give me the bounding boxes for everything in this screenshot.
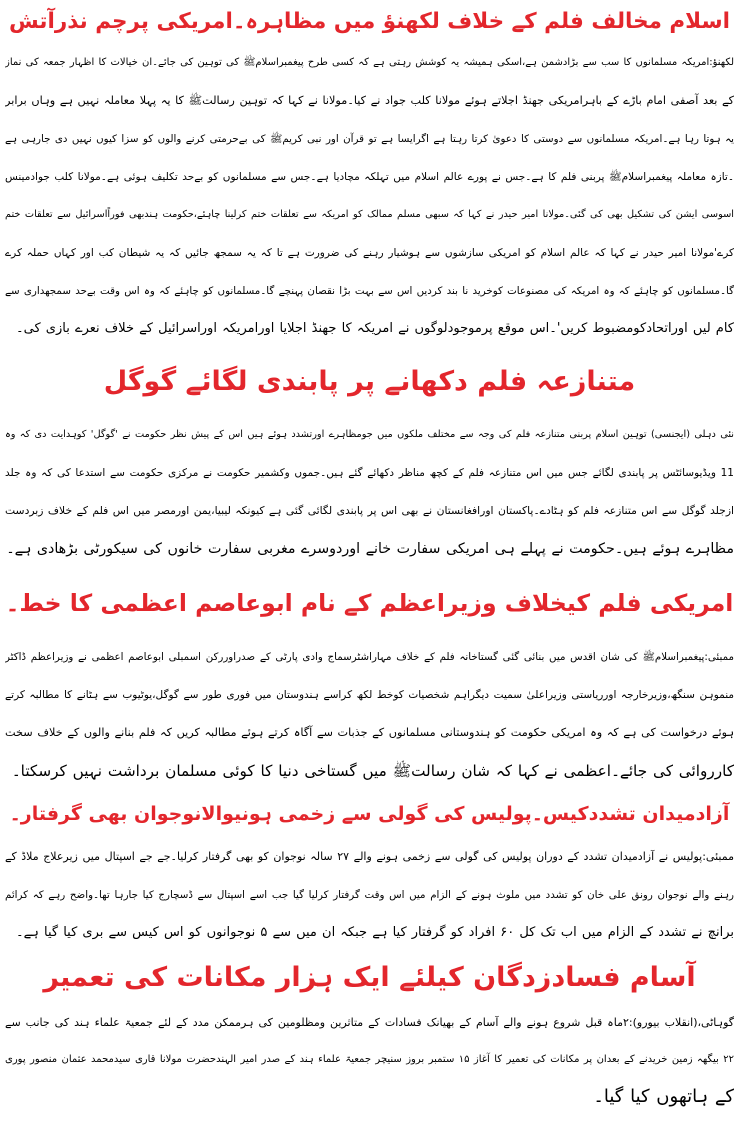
headline-azad-maidan-case: آزادمیدان تشددکیس۔پولیس کی گولی سے زخمی ہونیوالانوجوان بھی گرفتار۔ [9, 803, 730, 825]
article-google-ban [5, 416, 734, 568]
headline-assam-houses: آسام فسادزدگان کیلئے ایک ہزار مکانات کی تعمیر [43, 962, 696, 993]
headline-4-wrap [5, 790, 734, 838]
article-1-line-5: اسوسی ایشن کی تشکیل بھی کی گئی۔مولانا امیر حیدر نے کہا کہ سبھی مسلم ممالک کو امریکہ سے تعلقات ختم کرلینا چاہئے،حکومت ہندبھی فوراًاسرائیل سے تعلقات ختم [5, 209, 734, 220]
article-azad-maidan-case [5, 838, 734, 952]
article-3-line-4: کارروائی کی جائے۔اعظمی نے کہا کہ شان رسالتﷺ میں گستاخی دنیا کا کوئی مسلمان برداشت نہیں کرسکتا۔ [11, 762, 734, 780]
article-1-line-1: لکھنؤ:امریکہ مسلمانوں کا سب سے بڑادشمن ہے،اسکی ہمیشہ یہ کوشش رہتی ہے کہ کسی طرح پیغمبراسلامﷺ کی توہین کی جائے۔ان خیالات کا اظہار جمعہ کی نماز [5, 57, 734, 68]
article-1-line-4: ۔تازہ معاملہ پیغمبراسلامﷺ پربنی فلم کا ہے۔جس نے پورے عالم اسلام میں تہلکہ مچادیا ہے۔جس سے مسلمانوں کو بےحد تکلیف ہوئی ہے۔مولانا کلب جوادمینس [5, 171, 734, 183]
article-5-line-3: کے ہاتھوں کیا گیا۔ [593, 1086, 734, 1107]
headline-lucknow-protest: اسلام مخالف فلم کے خلاف لکھنؤ میں مظاہرہ۔امریکی پرچم نذرآتش [9, 9, 730, 34]
article-4-line-3: برانچ نے تشدد کے الزام میں اب تک کل ۶۰ افراد کو گرفتار کیا ہے جبکہ ان میں سے ۵ نوجوانوں کو اس کیس سے بری کیا گیا ہے۔ [16, 925, 734, 940]
article-3-line-2: منموہن سنگھ،وزیرخارجہ اورریاستی وزیراعلیٰ سمیت دیگراہم شخصیات کوخط لکھ کراسے ہندوستان میں فوری طور سے گوگل،یوٹیوب سے ہٹانے کا مطالبہ کرتے [5, 689, 734, 701]
headline-3-wrap [5, 568, 734, 638]
article-3-line-3: ہوئے درخواست کی ہے کہ وہ امریکی حکومت کو ہندوستانی مسلمانوں کے جذبات سے آگاہ کرتے ہوئے مطالبہ کریں کہ فلم بنانے والوں کے خلاف سخت [5, 726, 734, 739]
headline-5-wrap [5, 952, 734, 1004]
headline-1-wrap [5, 0, 734, 44]
article-5-line-2: ۲۲ بیگھہ زمین خریدنے کے بعدان پر مکانات کی تعمیر کا آغاز ۱۵ ستمبر بروز سنیچر جمعیۃ علماء ہند کے صدر امیر الہندحضرت مولانا قاری سیدمحمد عثمان منصور پوری [5, 1054, 734, 1065]
article-1-line-7: گا۔مسلمانوں کو چاہئے کہ وہ امریکہ کی مصنوعات کوخرید نا بند کردیں اس سے بہت بڑا نقصان پہنچے گا۔مسلمانوں کو چاہئے کہ وہ اس وقت بےحد سمجھداری سے [5, 285, 734, 297]
article-azmi-letter [5, 638, 734, 790]
article-3-line-1: ممبئی:پیغمبراسلامﷺ کی شان اقدس میں بنائی گئی گستاخانہ فلم کے خلاف مہاراشٹرسماج وادی پارٹی کے صدراوررکن اسمبلی ابوعاصم اعظمی نے وزیراعظم ڈاکٹر [5, 651, 734, 663]
article-assam-houses [5, 1004, 734, 1115]
headline-google-ban: متنازعہ فلم دکھانے پر پابندی لگائے گوگل [103, 366, 636, 397]
headline-azmi-letter: امریکی فلم کیخلاف وزیراعظم کے نام ابوعاصم اعظمی کا خط۔ [5, 589, 734, 617]
article-2-line-4: مظاہرے ہوئے ہیں۔حکومت نے پہلے ہی امریکی سفارت خانے اوردوسرے مغربی سفارت خانوں کی سیکورٹی بڑھادی ہے۔ [6, 541, 734, 557]
article-4-line-1: ممبئی:پولیس نے آزادمیدان تشدد کے دوران پولیس کی گولی سے زخمی ہونے والے ۲۷ سالہ نوجوان کو بھی گرفتار کرلیا۔جے جے اسپتال میں زیرعلاج ملاڈ کے [5, 850, 734, 863]
article-5-line-1: گوہاٹی،(انقلاب بیورو):۲ماہ قبل شروع ہونے والے آسام کے بھیانک فسادات کے متاثرین ومظلومین کی ہرممکن مدد کے لئے جمعیۃ علماء ہند کی جانب سے [5, 1016, 734, 1029]
article-2-line-3: ازجلد گوگل سے اس متنازعہ فلم کو ہٹادے۔پاکستان اورافغانستان نے بھی اس پر پابندی لگائی گئی ہے کیونکہ لیبیا،یمن اورمصر میں اس فلم کے خلاف زبردست [5, 504, 734, 517]
article-1-line-2: کے بعد آصفی امام باڑے کے باہرامریکی جھنڈ اجلاتے ہوئے مولانا کلب جواد نے کیا۔مولانا نے کہا کہ توہین رسالتﷺ کا یہ پہلا معاملہ نہیں ہے وہاں برابر [5, 94, 734, 107]
article-2-line-1: نئی دہلی (ایجنسی) توہین اسلام پربنی متنازعہ فلم کی وجہ سے مختلف ملکوں میں جومظاہرے اورتشدد ہوئے ہیں اس کے پیش نظر حکومت نے 'گوگل' کوہدایت دی کہ وہ [5, 429, 734, 440]
article-4-line-2: رہنے والے نوجوان رونق علی خان کو تشدد میں ملوث ہونے کے الزام میں اس وقت گرفتار کرلیا گیا جب اسے اسپتال سے ڈسچارج کیا جارہا تھا۔واضح رہے کہ کرائم [5, 889, 734, 901]
article-1-line-3: یہ ہوتا رہا ہے۔امریکہ مسلمانوں سے دوستی کا دعویٰ کرتا رہتا ہے اگرایسا ہے تو قرآن اور نبی کریمﷺ کی بےحرمتی کرنے والوں کو سزا کیوں نہیں دی جارہی ہے [5, 133, 734, 145]
article-2-line-2: 11 ویڈیوسائٹس پر پابندی لگائے جس میں اس متنازعہ فلم کے کچھ مناظر دکھائے گئے ہیں۔جموں وکشمیر حکومت نے مرکزی حکومت سے استدعا کی کہ وہ جلد [5, 467, 734, 479]
article-1-line-8: کام لیں اوراتحادکومضبوط کریں'۔اس موقع پرموجودلوگوں نے امریکہ کا جھنڈ اجلایا اورامریکہ اوراسرائیل کے خلاف نعرے بازی کی۔ [16, 321, 734, 336]
article-lucknow-protest [5, 44, 734, 348]
headline-2-wrap [5, 348, 734, 416]
article-1-line-6: کرے'مولانا امیر حیدر نے کہا کہ عالم اسلام کو امریکی سازشوں سے ہوشیار رہنے کی ضرورت ہے تا کہ یہ سمجھ جائیں کہ یہ شیطان کب اور کہاں حملہ کرے [5, 247, 734, 259]
